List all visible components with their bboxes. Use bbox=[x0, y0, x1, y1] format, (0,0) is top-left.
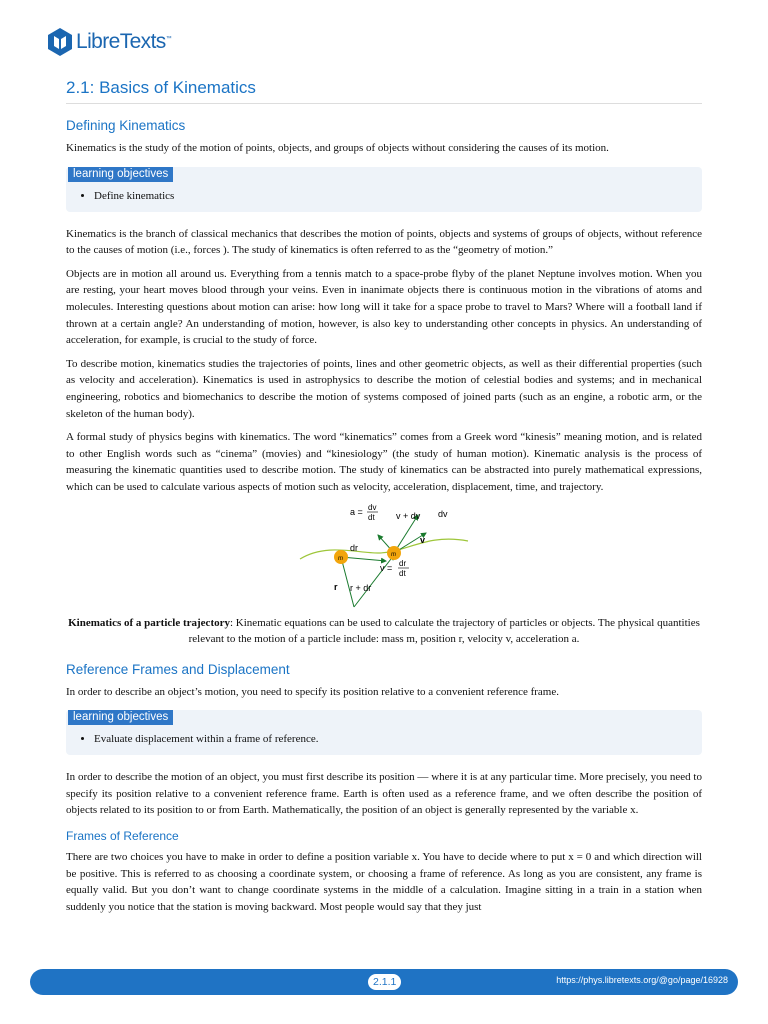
libretexts-logo[interactable] bbox=[46, 27, 171, 57]
dt-denominator: dt bbox=[368, 512, 375, 522]
dv-label: dv bbox=[438, 508, 448, 519]
learning-objectives-list bbox=[74, 731, 694, 747]
page-title: 2.1: Basics of Kinematics bbox=[66, 78, 702, 104]
logo-text: LibreTexts™ bbox=[76, 30, 172, 53]
permalink[interactable]: https://phys.libretexts.org/@go/page/16928 bbox=[556, 975, 728, 985]
particle-trajectory-diagram bbox=[296, 503, 476, 609]
learning-objective-item: • Evaluate displacement within a frame of reference. bbox=[94, 731, 694, 747]
subsection-heading-frames-of-reference: Frames of Reference bbox=[66, 829, 179, 844]
dt-denominator-2: dt bbox=[399, 568, 406, 578]
learning-objectives-box bbox=[66, 167, 702, 212]
acceleration-label: a = bbox=[350, 506, 363, 517]
caption-text: : Kinematic equations can be used to calculate the trajectory of particles or objects. The physical quantities relevant to the motion of a particle include: mass m, position r, velocity v, acceleration a. bbox=[188, 616, 700, 646]
learning-objective-item: • Define kinematics bbox=[94, 188, 694, 204]
learning-objectives-label: learning objectives bbox=[68, 710, 173, 725]
paragraph: There are two choices you have to make in order to define a position variable x. You have to decide where to put x = 0 and which direction will be positive. This is referred to as choosing a coordinate system, or choosing a frame of reference. As long as you are consistent, any frame is equally valid. But you don’t want to change coordinate systems in the middle of a calculation. Imagine sitting in a train in a station when suddenly you notice that the station is moving backward. Most people would say that they just bbox=[66, 851, 702, 913]
paragraph: A formal study of physics begins with kinematics. The word “kinematics” comes from a Greek word “kinesis” meaning motion, and is related to other English words such as “cinema” (movies) and “kinesiology” (the study of human motion). Kinematic analysis is the process of measuring the kinematic quantities used to describe motion. The study of kinematics can be abstracted into purely mathematical expressions, which can be used to calculate various aspects of motion such as velocity, acceleration, displacement, time, and trajectory. bbox=[66, 431, 702, 493]
v-label: v bbox=[420, 534, 426, 545]
mass-label-2: m bbox=[391, 551, 396, 558]
section-intro: Kinematics is the study of the motion of points, objects, and groups of objects without considering the causes of its motion. bbox=[66, 142, 609, 154]
position-vector-r bbox=[341, 557, 354, 607]
kinematics-figure bbox=[66, 503, 702, 609]
mass-label: m bbox=[338, 555, 343, 562]
r-plus-dr-label: r + dr bbox=[350, 582, 372, 593]
dr-numerator: dr bbox=[399, 558, 407, 568]
figure-caption bbox=[66, 615, 702, 648]
paragraph: To describe motion, kinematics studies the trajectories of points, lines and other geometric objects, as well as their differential properties (such as velocity and acceleration). Kinematics is used in astrophysics to describe the motion of celestial bodies and systems; and in mechanical engineering, robotics and biomechanics to describe the motion of systems composed of joined parts (such as an engine, a robotic arm, or the skeleton of the human body). bbox=[66, 357, 702, 420]
learning-objectives-box bbox=[66, 710, 702, 755]
paragraph: Objects are in motion all around us. Everything from a tennis match to a space-probe flyby of the planet Neptune involves motion. When you are resting, your heart moves blood through your veins. Even in inanimate objects there is continuous motion in the vibrations of atoms and molecules. Interesting questions about motion can arise: how long will it take for a space probe to travel to Mars? Where will a football land if thrown at a certain angle? An understanding of motion, however, is also key to understanding other concepts in physics. An understanding of acceleration, for example, is crucial to the study of force. bbox=[66, 267, 702, 347]
page-footer bbox=[30, 969, 738, 995]
velocity-label: v = bbox=[380, 562, 393, 573]
paragraph: In order to describe the motion of an object, you must first describe its position — where it is at any particular time. More precisely, you need to specify its position relative to a convenient reference frame. Earth is often used as a reference frame, and we often describe the position of objects related to its position to or from Earth. Mathematically, the position of an object is generally represented by the variable x. bbox=[66, 771, 702, 817]
dv-numerator: dv bbox=[368, 502, 377, 512]
paragraph: Kinematics is the branch of classical mechanics that describes the motion of points, objects and systems of groups of objects, without reference to the causes of motion (i.e., forces ). The study of kinematics is often referred to as the “geometry of motion.” bbox=[66, 227, 702, 257]
section-heading-defining-kinematics: Defining Kinematics bbox=[66, 118, 186, 133]
r-label: r bbox=[334, 581, 338, 592]
dr-label: dr bbox=[350, 542, 359, 553]
learning-objectives-label: learning objectives bbox=[68, 167, 173, 182]
page-number: 2.1.1 bbox=[368, 974, 401, 990]
page-content bbox=[66, 78, 702, 922]
libretexts-logo-icon bbox=[46, 27, 74, 57]
learning-objectives-list bbox=[74, 188, 694, 204]
caption-title: Kinematics of a particle trajectory bbox=[68, 616, 230, 629]
section-heading-reference-frames: Reference Frames and Displacement bbox=[66, 661, 290, 677]
section-intro: In order to describe an object’s motion, you need to specify its position relative to a convenient reference frame. bbox=[66, 685, 559, 698]
v-plus-dv-label: v + dv bbox=[396, 510, 421, 521]
